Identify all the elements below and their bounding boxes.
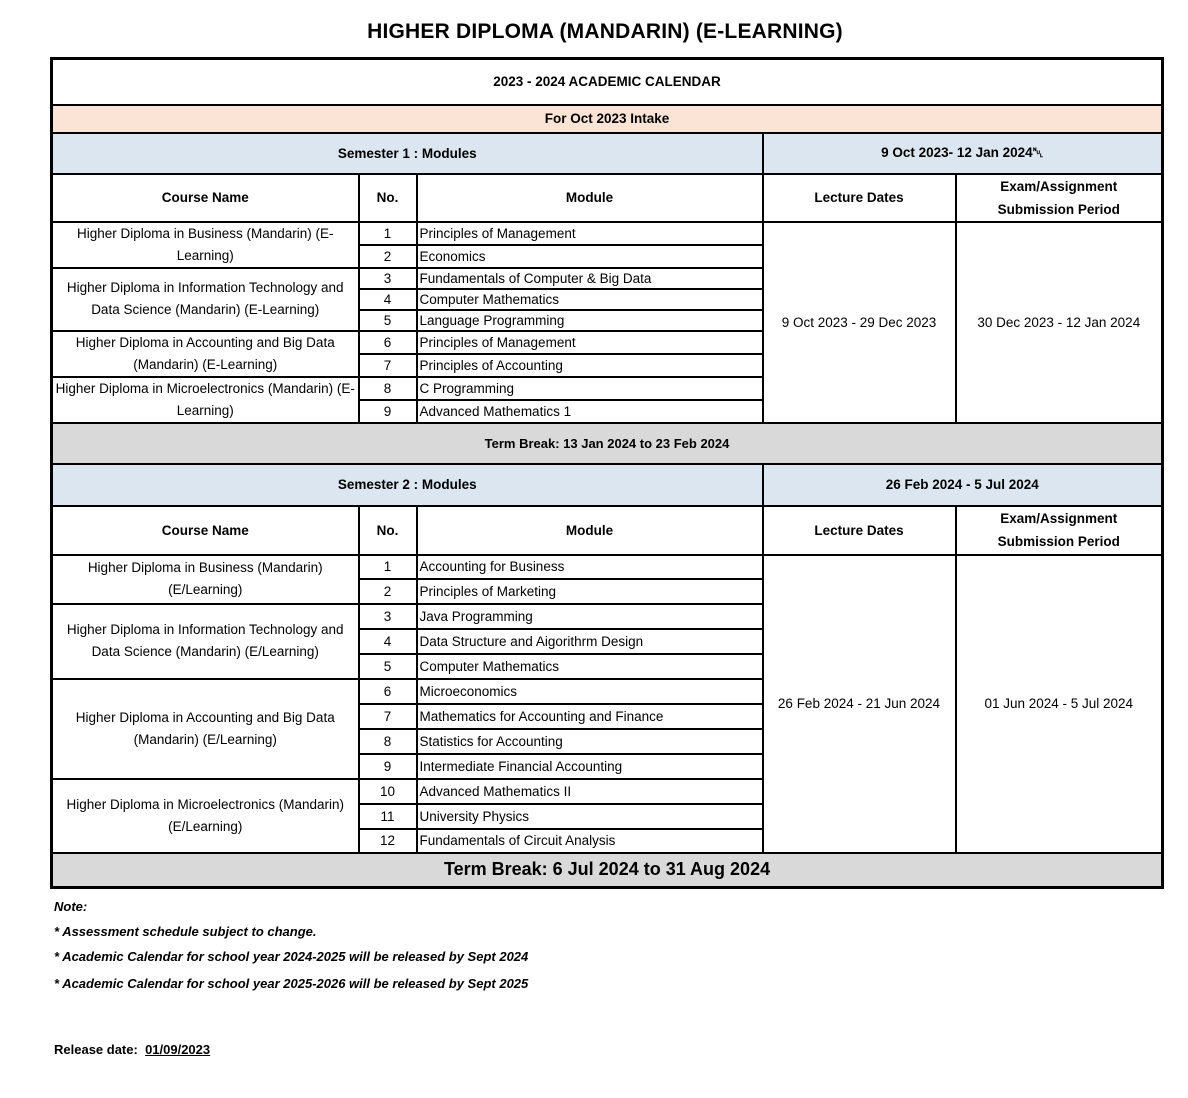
academic-calendar-table bbox=[50, 57, 1164, 889]
module-no: 1 bbox=[359, 555, 417, 579]
semester2-term-break-row bbox=[52, 853, 1163, 888]
module-name: Principles of Management bbox=[417, 331, 763, 354]
module-no: 2 bbox=[359, 579, 417, 604]
module-name: Principles of Management bbox=[417, 222, 763, 245]
semester1-column-headers bbox=[52, 174, 1163, 222]
module-name: Computer Mathematics bbox=[417, 654, 763, 679]
semester2-exam-period: 01 Jun 2024 - 5 Jul 2024 bbox=[956, 555, 1163, 853]
module-no: 2 bbox=[359, 245, 417, 268]
module-name: Statistics for Accounting bbox=[417, 729, 763, 754]
module-name: Accounting for Business bbox=[417, 555, 763, 579]
course-name-cell: Higher Diploma in Business (Mandarin) (E-Learning) bbox=[52, 222, 359, 268]
module-no: 5 bbox=[359, 654, 417, 679]
semester2-term-break: Term Break: 6 Jul 2024 to 31 Aug 2024 bbox=[52, 853, 1163, 888]
semester2-lecture-dates: 26 Feb 2024 - 21 Jun 2024 bbox=[763, 555, 956, 853]
module-name: Economics bbox=[417, 245, 763, 268]
header-no: No. bbox=[359, 506, 417, 555]
course-name-cell: Higher Diploma in Accounting and Big Data (Mandarin) (E-Learning) bbox=[52, 331, 359, 377]
semester2-header-row bbox=[52, 464, 1163, 506]
module-no: 3 bbox=[359, 268, 417, 289]
module-name: Principles of Accounting bbox=[417, 354, 763, 377]
header-course-name: Course Name bbox=[52, 506, 359, 555]
table-row bbox=[52, 555, 1163, 579]
module-no: 7 bbox=[359, 354, 417, 377]
course-name-cell: Higher Diploma in Information Technology and Data Science (Mandarin) (E/Learning) bbox=[52, 604, 359, 679]
semester1-period: 9 Oct 2023- 12 Jan 2024␀ bbox=[763, 133, 1163, 174]
header-exam-line2: Submission Period bbox=[997, 534, 1120, 549]
module-no: 5 bbox=[359, 310, 417, 331]
module-name: Fundamentals of Computer & Big Data bbox=[417, 268, 763, 289]
course-name-cell: Higher Diploma in Microelectronics (Mandarin) (E-Learning) bbox=[52, 377, 359, 423]
module-no: 10 bbox=[359, 779, 417, 804]
module-name: Language Programming bbox=[417, 310, 763, 331]
module-name: Fundamentals of Circuit Analysis bbox=[417, 829, 763, 853]
header-exam-period bbox=[956, 174, 1163, 222]
module-name: Mathematics for Accounting and Finance bbox=[417, 704, 763, 729]
header-lecture-dates: Lecture Dates bbox=[763, 174, 956, 222]
notes-section bbox=[54, 898, 528, 1000]
module-no: 3 bbox=[359, 604, 417, 629]
module-name: Intermediate Financial Accounting bbox=[417, 754, 763, 779]
calendar-title-row bbox=[52, 59, 1163, 105]
header-exam-line1: Exam/Assignment bbox=[1000, 511, 1118, 526]
semester1-label: Semester 1 : Modules bbox=[52, 133, 763, 174]
module-name: Principles of Marketing bbox=[417, 579, 763, 604]
module-no: 6 bbox=[359, 679, 417, 704]
module-name: Java Programming bbox=[417, 604, 763, 629]
header-lecture-dates: Lecture Dates bbox=[763, 506, 956, 555]
module-name: Advanced Mathematics II bbox=[417, 779, 763, 804]
module-name: Microeconomics bbox=[417, 679, 763, 704]
note-item: * Academic Calendar for school year 2024-2025 will be released by Sept 2024 bbox=[54, 949, 529, 964]
header-course-name: Course Name bbox=[52, 174, 359, 222]
module-no: 8 bbox=[359, 729, 417, 754]
module-no: 4 bbox=[359, 629, 417, 654]
semester1-lecture-dates: 9 Oct 2023 - 29 Dec 2023 bbox=[763, 222, 956, 423]
release-date-label: Release date: bbox=[54, 1042, 138, 1057]
module-name: Data Structure and Aigorithrm Design bbox=[417, 629, 763, 654]
document-title: HIGHER DIPLOMA (MANDARIN) (E-LEARNING) bbox=[367, 20, 843, 43]
table-row bbox=[52, 222, 1163, 245]
calendar-title: 2023 - 2024 ACADEMIC CALENDAR bbox=[52, 59, 1163, 105]
course-name-cell: Higher Diploma in Information Technology and Data Science (Mandarin) (E-Learning) bbox=[52, 268, 359, 331]
note-item: * Academic Calendar for school year 2025-2026 will be released by Sept 2025 bbox=[54, 976, 529, 991]
intake-label: For Oct 2023 Intake bbox=[52, 105, 1163, 133]
header-module: Module bbox=[417, 174, 763, 222]
semester2-label: Semester 2 : Modules bbox=[52, 464, 763, 506]
notes-heading: Note: bbox=[54, 899, 88, 914]
release-date-value: 01/09/2023 bbox=[145, 1042, 211, 1057]
module-no: 4 bbox=[359, 289, 417, 310]
note-item: * Assessment schedule subject to change. bbox=[54, 924, 317, 939]
header-exam-line2: Submission Period bbox=[997, 201, 1120, 217]
module-no: 9 bbox=[359, 400, 417, 423]
header-exam-period bbox=[956, 506, 1163, 555]
header-exam-line1: Exam/Assignment bbox=[1000, 178, 1118, 194]
module-no: 12 bbox=[359, 829, 417, 853]
module-no: 11 bbox=[359, 804, 417, 829]
header-module: Module bbox=[417, 506, 763, 555]
header-no: No. bbox=[359, 174, 417, 222]
intake-row bbox=[52, 105, 1163, 133]
module-name: Computer Mathematics bbox=[417, 289, 763, 310]
semester1-header-row bbox=[52, 133, 1163, 174]
course-name-cell: Higher Diploma in Accounting and Big Data (Mandarin) (E/Learning) bbox=[52, 679, 359, 779]
course-name-cell: Higher Diploma in Microelectronics (Mandarin) (E/Learning) bbox=[52, 779, 359, 853]
module-no: 1 bbox=[359, 222, 417, 245]
semester1-term-break: Term Break: 13 Jan 2024 to 23 Feb 2024 bbox=[52, 423, 1163, 464]
module-no: 8 bbox=[359, 377, 417, 400]
semester2-column-headers bbox=[52, 506, 1163, 555]
module-name: C Programming bbox=[417, 377, 763, 400]
semester1-term-break-row bbox=[52, 423, 1163, 464]
semester2-period: 26 Feb 2024 - 5 Jul 2024 bbox=[763, 464, 1163, 506]
module-no: 7 bbox=[359, 704, 417, 729]
semester1-exam-period: 30 Dec 2023 - 12 Jan 2024 bbox=[956, 222, 1163, 423]
module-no: 9 bbox=[359, 754, 417, 779]
module-name: University Physics bbox=[417, 804, 763, 829]
module-no: 6 bbox=[359, 331, 417, 354]
module-name: Advanced Mathematics 1 bbox=[417, 400, 763, 423]
course-name-cell: Higher Diploma in Business (Mandarin) (E/Learning) bbox=[52, 555, 359, 604]
release-date bbox=[54, 1042, 210, 1057]
